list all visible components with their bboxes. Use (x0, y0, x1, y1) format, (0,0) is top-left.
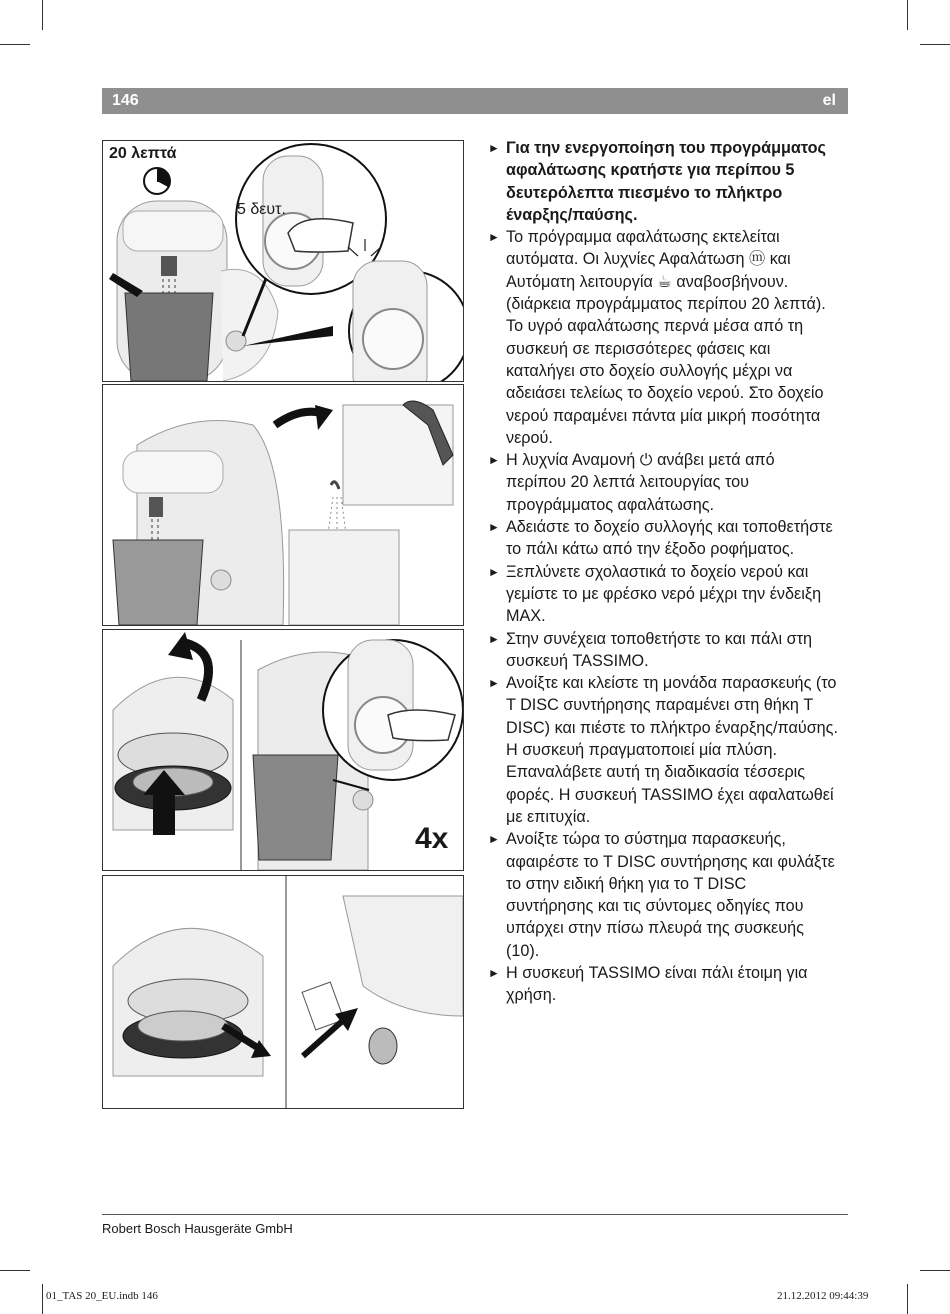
instruction-text: Το πρόγραμμα αφαλάτωσης εκτελείται αυτόματα. Οι λυχνίες Αφαλάτωση ⓜ και Αυτόματη λειτουργία ☕ αναβοσβήνουν. (διάρκεια προγράμματος περίπου 20 λεπτά). Το υγρό αφαλάτωσης περνά μέσα από τη συσκευή σε περισσότερες φάσεις και καταλήγει στο δοχείο συλλογής μέχρι να αδειάσει τελείως το δοχείο νερού. Στο δοχείο νερού παραμένει πάντα μία μικρή ποσότητα νερού. (506, 228, 826, 447)
instruction-item (488, 628, 838, 673)
print-slug-file: 01_TAS 20_EU.indb 146 (46, 1290, 158, 1302)
open-close-unit-illustration (103, 630, 463, 870)
instruction-text: Ξεπλύνετε σχολαστικά το δοχείο νερού και γεμίστε το με φρέσκο νερό μέχρι την ένδειξη MAX. (506, 562, 822, 626)
illustration-panel-1 (102, 140, 464, 382)
duration-label: 20 λεπτά (109, 145, 177, 162)
instruction-item (488, 561, 838, 628)
press-duration-label: 5 δευτ. (237, 201, 286, 218)
crop-mark (42, 1284, 43, 1314)
crop-mark (0, 1270, 30, 1271)
bullet-arrow-icon: ► (488, 453, 500, 468)
instruction-text: Αδειάστε το δοχείο συλλογής και τοποθετήστε το πάλι κάτω από την έξοδο ροφήματος. (506, 518, 833, 559)
page-header (102, 88, 848, 114)
instruction-text: Στην συνέχεια τοποθετήστε το και πάλι στη συσκευή TASSIMO. (506, 629, 813, 670)
bullet-arrow-icon: ► (488, 676, 500, 691)
illustration-panel-4 (102, 875, 464, 1109)
crop-mark (920, 44, 950, 45)
instruction-item (488, 137, 838, 226)
crop-mark (42, 0, 43, 30)
instruction-item (488, 828, 838, 962)
instruction-item (488, 516, 838, 561)
remove-service-disc-illustration (103, 876, 463, 1108)
instruction-item (488, 672, 838, 828)
footer-divider (102, 1214, 848, 1215)
repeat-count-label: 4x (415, 822, 449, 855)
footer-company: Robert Bosch Hausgeräte GmbH (102, 1221, 293, 1236)
crop-mark (920, 1270, 950, 1271)
illustration-panel-2 (102, 384, 464, 626)
instruction-text: Για την ενεργοποίηση του προγράμματος αφαλάτωσης κρατήστε για περίπου 5 δευτερόλεπτα πιεσμένο το πλήκτρο έναρξης/παύσης. (506, 139, 826, 224)
crop-mark (907, 1284, 908, 1314)
crop-mark (907, 0, 908, 30)
instruction-item (488, 226, 838, 449)
bullet-arrow-icon: ► (488, 520, 500, 535)
descaling-start-illustration (103, 141, 463, 381)
crop-mark (0, 44, 30, 45)
instruction-text: Η συσκευή TASSIMO είναι πάλι έτοιμη για χρήση. (506, 963, 808, 1005)
descaling-rinse-illustration (103, 385, 463, 625)
bullet-arrow-icon: ► (488, 965, 500, 980)
instruction-list (488, 137, 838, 1007)
instruction-text: Ανοίξτε τώρα το σύστημα παρασκευής, αφαιρέστε το T DISC συντήρησης και φυλάξτε το στην ειδική θήκη για το T DISC συντήρησης και τις σύντομες οδηγίες που υπάρχει στην πίσω πλευρά της συσκευής (10). (506, 830, 835, 960)
instruction-text: Ανοίξτε και κλείστε τη μονάδα παρασκευής (το T DISC συντήρησης παραμένει στη θήκη T DISC) και πιέστε το πλήκτρο έναρξης/παύσης. Η συσκευή πραγματοποιεί μία πλύση. Επαναλάβετε αυτή τη διαδικασία τέσσερις φορές. Η συσκευή TASSIMO έχει αφαλατωθεί με επιτυχία. (506, 674, 838, 826)
bullet-arrow-icon: ► (488, 564, 500, 579)
bullet-arrow-icon: ► (488, 631, 500, 646)
page-number: 146 (112, 92, 139, 109)
illustration-panel-3 (102, 629, 464, 871)
language-code: el (822, 92, 836, 109)
instruction-item (488, 449, 838, 516)
instruction-text: Η λυχνία Αναμονή ⏻ ανάβει μετά από περίπου 20 λεπτά λειτουργίας του προγράμματος αφαλάτωσης. (506, 451, 775, 514)
bullet-arrow-icon: ► (488, 230, 500, 245)
instruction-item (488, 962, 838, 1007)
print-slug-datetime: 21.12.2012 09:44:39 (777, 1290, 869, 1302)
bullet-arrow-icon: ► (488, 832, 500, 847)
bullet-arrow-icon: ► (488, 141, 500, 155)
